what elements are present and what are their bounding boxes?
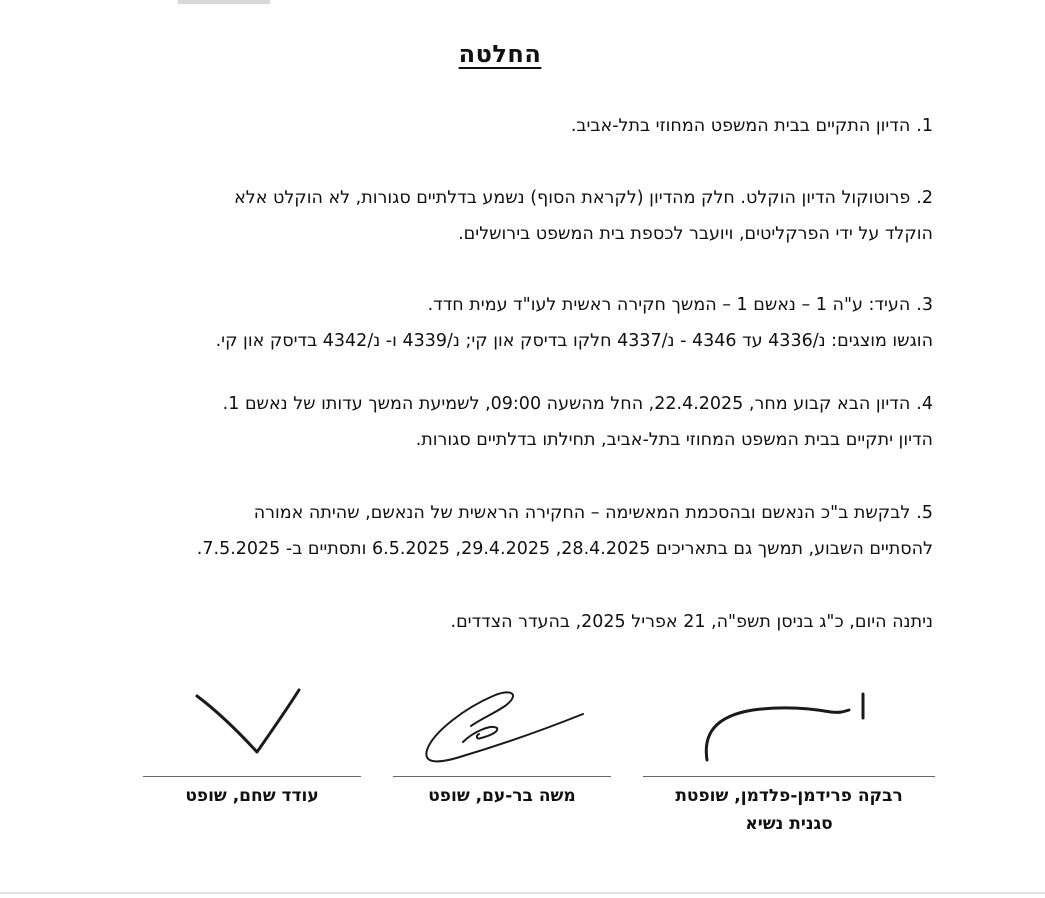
signature-block-1 (643, 672, 935, 872)
paragraph-line: להסתיים השבוע, תמשך גם בתאריכים 28.4.2025, 29.4.2025, 6.5.2025 ותסתיים ב- 7.5.2025. (196, 539, 933, 559)
paragraph-5 (53, 495, 933, 567)
given-date-line: ניתנה היום, כ"ג בניסן תשפ"ה, 21 אפריל 2025, בהעדר הצדדים. (450, 612, 933, 632)
paragraph-line: 5.לבקשת ב"כ הנאשם ובהסכמת המאשימה – החקירה הראשית של הנאשם, שהיתה אמורה (253, 503, 933, 523)
handwritten-signature-3 (143, 672, 361, 772)
paragraph-number: 1. (916, 116, 933, 136)
paragraph-line: הוקלד על ידי הפרקליטים, ויועבר לכספת בית המשפט בירושלים. (458, 224, 933, 244)
paragraph-1 (53, 108, 933, 144)
signer-name: רבקה פרידמן-פלדמן, שופטת סגנית נשיא (643, 782, 935, 838)
signature-line (143, 776, 361, 777)
paragraph-4 (53, 386, 933, 458)
handwritten-signature-2 (393, 672, 611, 772)
signature-line (393, 776, 611, 777)
paragraph-line: 2.פרוטוקול הדיון הוקלט. חלק מהדיון (לקראת הסוף) נשמע בדלתיים סגורות, לא הוקלט אלא (234, 188, 933, 208)
paragraph-line: הוגשו מוצגים: נ/4336 עד 4346 - נ/4337 חלקו בדיסק און קי; נ/4339 ו- נ/4342 בדיסק און קי. (215, 331, 933, 351)
handwritten-signature-1 (643, 672, 935, 772)
document-title: החלטה (458, 40, 542, 68)
paragraph-number: 2. (916, 188, 933, 208)
paragraph-number: 3. (916, 295, 933, 315)
top-edge-mark (178, 0, 270, 4)
signer-name: משה בר-עם, שופט (428, 786, 576, 806)
signature-block-2 (393, 672, 611, 872)
paragraph-line: הדיון יתקיים בבית המשפט המחוזי בתל-אביב, תחילתו בדלתיים סגורות. (415, 430, 933, 450)
paragraph-line: 4.הדיון הבא קבוע מחר, 22.4.2025, החל מהשעה 09:00, לשמיעת המשך עדותו של נאשם 1. (222, 394, 933, 414)
signer-name: עודד שחם, שופט (185, 786, 319, 806)
signature-block-3 (143, 672, 361, 872)
signature-line (643, 776, 935, 777)
paragraph-line: 3.העיד: ע"ה 1 – נאשם 1 – המשך חקירה ראשית לעו"ד עמית חדד. (427, 295, 933, 315)
paragraph-number: 5. (916, 503, 933, 523)
signer-title: סגנית נשיא (745, 814, 833, 834)
paragraph-line: 1.הדיון התקיים בבית המשפט המחוזי בתל-אביב. (570, 116, 933, 136)
paragraph-2 (53, 180, 933, 252)
bottom-edge-rule (0, 892, 1045, 894)
paragraph-number: 4. (916, 394, 933, 414)
paragraph-3 (53, 287, 933, 359)
